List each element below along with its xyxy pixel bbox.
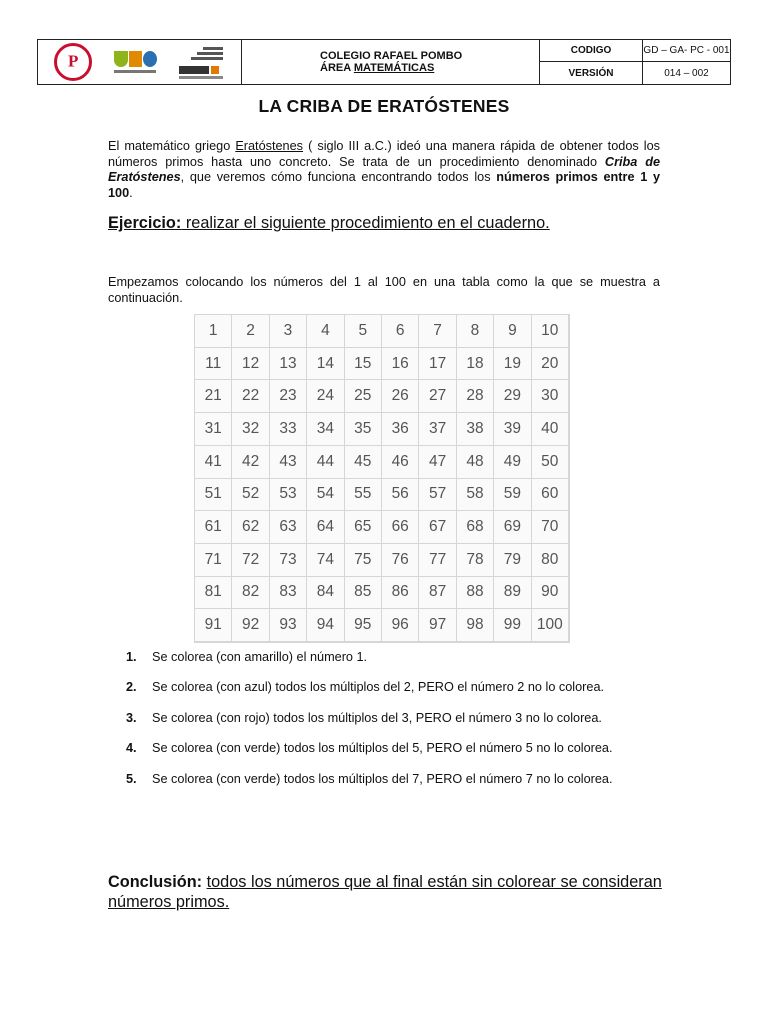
table-intro: Empezamos colocando los números del 1 al 100 en una tabla como la que se muestra a continuación.	[108, 275, 660, 305]
grid-cell: 23	[270, 380, 307, 413]
grid-cell: 37	[419, 413, 456, 446]
grid-cell: 71	[195, 544, 232, 577]
version-label: VERSIÓN	[540, 62, 643, 84]
grid-cell: 31	[195, 413, 232, 446]
step-number: 1.	[126, 650, 137, 664]
grid-cell: 27	[419, 380, 456, 413]
grid-cell: 93	[270, 609, 307, 642]
grid-cell: 32	[232, 413, 269, 446]
intro-paragraph	[108, 139, 660, 201]
intro-text-3: , que veremos cómo funciona encontrando todos los	[180, 170, 497, 185]
grid-cell: 91	[195, 609, 232, 642]
grid-cell: 54	[307, 479, 344, 512]
grid-cell: 60	[532, 479, 569, 512]
grid-cell: 47	[419, 446, 456, 479]
grid-cell: 79	[494, 544, 531, 577]
grid-cell: 58	[457, 479, 494, 512]
step-text: Se colorea (con amarillo) el número 1.	[152, 650, 368, 664]
grid-cell: 96	[382, 609, 419, 642]
grid-cell: 72	[232, 544, 269, 577]
grid-cell: 10	[532, 315, 569, 348]
grid-cell: 84	[307, 577, 344, 610]
steps-list	[126, 650, 666, 802]
grid-cell: 39	[494, 413, 531, 446]
grid-cell: 59	[494, 479, 531, 512]
grid-cell: 67	[419, 511, 456, 544]
conclusion	[108, 873, 668, 912]
area-line	[320, 62, 539, 74]
grid-cell: 57	[419, 479, 456, 512]
grid-cell: 42	[232, 446, 269, 479]
grid-cell: 12	[232, 348, 269, 381]
grid-cell: 9	[494, 315, 531, 348]
school-seal-icon	[54, 43, 92, 81]
codigo-value: GD – GA- PC - 001	[643, 40, 730, 62]
grid-cell: 87	[419, 577, 456, 610]
grid-cell: 34	[307, 413, 344, 446]
grid-cell: 1	[195, 315, 232, 348]
grid-cell: 89	[494, 577, 531, 610]
grid-cell: 6	[382, 315, 419, 348]
grid-cell: 40	[532, 413, 569, 446]
grid-cell: 41	[195, 446, 232, 479]
grid-cell: 15	[345, 348, 382, 381]
grid-cell: 70	[532, 511, 569, 544]
exercise-heading	[108, 214, 661, 234]
grid-cell: 78	[457, 544, 494, 577]
grid-cell: 51	[195, 479, 232, 512]
grid-cell: 55	[345, 479, 382, 512]
grid-cell: 56	[382, 479, 419, 512]
grid-cell: 19	[494, 348, 531, 381]
grid-cell: 18	[457, 348, 494, 381]
intro-text-1: El matemático griego	[108, 139, 236, 153]
grid-cell: 28	[457, 380, 494, 413]
grid-cell: 33	[270, 413, 307, 446]
grid-cell: 35	[345, 413, 382, 446]
grid-cell: 24	[307, 380, 344, 413]
efqm-logo-icon	[179, 45, 225, 79]
grid-cell: 43	[270, 446, 307, 479]
grid-cell: 5	[345, 315, 382, 348]
grid-cell: 75	[345, 544, 382, 577]
grid-cell: 99	[494, 609, 531, 642]
step-number: 3.	[126, 710, 137, 725]
intro-method: Criba de Eratóstenes	[108, 154, 660, 185]
grid-cell: 21	[195, 380, 232, 413]
step-number: 5.	[126, 771, 137, 786]
grid-cell: 30	[532, 380, 569, 413]
grid-cell: 22	[232, 380, 269, 413]
grid-cell: 100	[532, 609, 569, 642]
conclusion-label: Conclusión:	[108, 873, 203, 891]
grid-cell: 2	[232, 315, 269, 348]
conclusion-text: todos los números que al final están sin colorear se consideran números primos.	[108, 873, 662, 911]
document-header	[37, 39, 731, 85]
grid-cell: 36	[382, 413, 419, 446]
page-title: LA CRIBA DE ERATÓSTENES	[258, 96, 510, 116]
exercise-text: realizar el siguiente procedimiento en el cuaderno.	[181, 214, 550, 232]
uno-logo-icon	[112, 47, 158, 77]
grid-cell: 82	[232, 577, 269, 610]
grid-cell: 16	[382, 348, 419, 381]
step-item	[126, 680, 666, 696]
grid-cell: 29	[494, 380, 531, 413]
grid-cell: 64	[307, 511, 344, 544]
grid-cell: 52	[232, 479, 269, 512]
step-text: Se colorea (con rojo) todos los múltiplos del 3, PERO el número 3 no lo colorea.	[152, 710, 602, 725]
school-name: COLEGIO RAFAEL POMBO	[320, 50, 463, 62]
grid-cell: 74	[307, 544, 344, 577]
grid-cell: 86	[382, 577, 419, 610]
numbers-grid	[194, 314, 570, 643]
grid-cell: 68	[457, 511, 494, 544]
step-item	[126, 741, 666, 757]
grid-cell: 80	[532, 544, 569, 577]
grid-cell: 88	[457, 577, 494, 610]
grid-cell: 90	[532, 577, 569, 610]
grid-cell: 20	[532, 348, 569, 381]
area-prefix: ÁREA	[320, 62, 354, 74]
step-item	[126, 711, 666, 727]
grid-cell: 73	[270, 544, 307, 577]
codigo-label: CODIGO	[540, 40, 643, 62]
grid-cell: 61	[195, 511, 232, 544]
grid-cell: 63	[270, 511, 307, 544]
grid-cell: 92	[232, 609, 269, 642]
step-text: Se colorea (con verde) todos los múltiplos del 5, PERO el número 5 no lo colorea.	[152, 741, 613, 756]
grid-cell: 14	[307, 348, 344, 381]
grid-cell: 3	[270, 315, 307, 348]
grid-cell: 76	[382, 544, 419, 577]
grid-cell: 97	[419, 609, 456, 642]
grid-cell: 17	[419, 348, 456, 381]
exercise-label: Ejercicio:	[108, 214, 182, 232]
grid-cell: 25	[345, 380, 382, 413]
grid-cell: 53	[270, 479, 307, 512]
grid-cell: 8	[457, 315, 494, 348]
grid-cell: 50	[532, 446, 569, 479]
header-title	[242, 40, 540, 84]
header-meta	[540, 40, 730, 84]
version-value: 014 – 002	[664, 67, 709, 79]
grid-cell: 45	[345, 446, 382, 479]
intro-text-2: ( siglo III a.C.) ideó una manera rápida de obtener todos los números primos hasta uno concreto. Se trata de un procedimiento denominado	[108, 139, 660, 169]
grid-cell: 46	[382, 446, 419, 479]
header-logos	[38, 40, 242, 84]
grid-cell: 69	[494, 511, 531, 544]
grid-cell: 49	[494, 446, 531, 479]
grid-cell: 26	[382, 380, 419, 413]
area-subject: MATEMÁTICAS	[353, 62, 435, 74]
grid-cell: 13	[270, 348, 307, 381]
grid-cell: 44	[307, 446, 344, 479]
grid-cell: 65	[345, 511, 382, 544]
step-item	[126, 772, 666, 788]
grid-cell: 98	[457, 609, 494, 642]
intro-name: Eratóstenes	[235, 139, 304, 153]
intro-range: números primos entre 1 y 100	[108, 170, 660, 200]
grid-cell: 66	[382, 511, 419, 544]
grid-cell: 94	[307, 609, 344, 642]
grid-cell: 83	[270, 577, 307, 610]
step-number: 4.	[126, 741, 137, 756]
grid-cell: 77	[419, 544, 456, 577]
grid-cell: 95	[345, 609, 382, 642]
step-text: Se colorea (con azul) todos los múltiplos del 2, PERO el número 2 no lo colorea.	[152, 680, 605, 695]
grid-cell: 62	[232, 511, 269, 544]
grid-cell: 11	[195, 348, 232, 381]
grid-cell: 85	[345, 577, 382, 610]
grid-cell: 48	[457, 446, 494, 479]
step-item	[126, 650, 666, 666]
grid-cell: 38	[457, 413, 494, 446]
step-text: Se colorea (con verde) todos los múltiplos del 7, PERO el número 7 no lo colorea.	[152, 771, 613, 786]
grid-cell: 81	[195, 577, 232, 610]
grid-cell: 7	[419, 315, 456, 348]
grid-cell: 4	[307, 315, 344, 348]
step-number: 2.	[126, 680, 137, 695]
intro-text-4: .	[129, 185, 133, 200]
